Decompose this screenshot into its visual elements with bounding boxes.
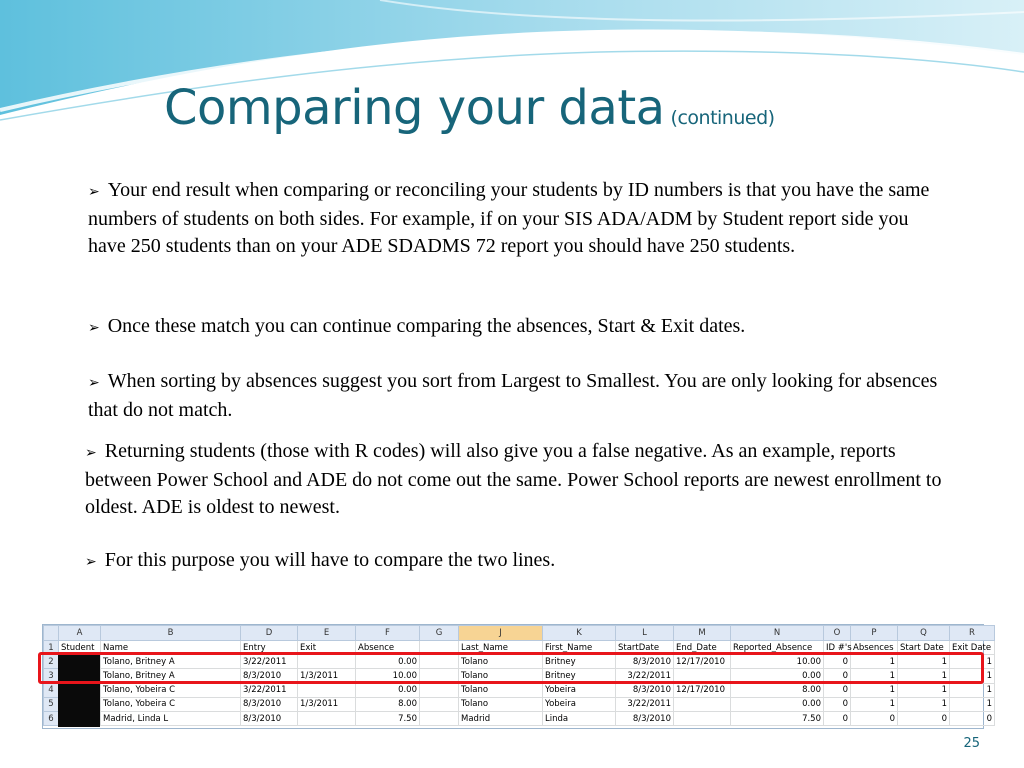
row-number: 4	[44, 683, 59, 697]
table-cell: Tolano, Yobeira C	[101, 683, 241, 697]
table-cell: 0.00	[356, 683, 420, 697]
table-cell	[298, 711, 356, 725]
table-cell: 8/3/2010	[241, 711, 298, 725]
arrow-bullet-icon: ➢	[88, 320, 100, 336]
table-cell: Linda	[543, 711, 616, 725]
slide-title: Comparing your data (continued)	[164, 80, 775, 136]
column-header: M	[674, 626, 731, 641]
table-cell: 7.50	[731, 711, 824, 725]
table-cell: Tolano	[459, 683, 543, 697]
table-cell: Name	[101, 641, 241, 655]
highlight-box	[38, 652, 984, 684]
column-header: L	[616, 626, 674, 641]
table-cell: 1	[851, 683, 898, 697]
table-cell: Tolano, Britney A	[101, 669, 241, 683]
table-cell: Madrid, Linda L	[101, 711, 241, 725]
table-cell: Start Date	[898, 641, 950, 655]
table-cell: 0	[950, 711, 995, 725]
table-cell	[298, 683, 356, 697]
table-cell: 8.00	[731, 683, 824, 697]
table-cell	[420, 697, 459, 711]
table-cell: 8.00	[356, 697, 420, 711]
table-cell: 0	[824, 655, 851, 669]
table-cell: Tolano	[459, 697, 543, 711]
table-cell: 0	[824, 711, 851, 725]
table-cell: 0.00	[731, 669, 824, 683]
column-header	[44, 626, 59, 641]
slide-subtitle: (continued)	[670, 107, 775, 129]
table-cell: 12/17/2010	[674, 683, 731, 697]
table-cell: 12/17/2010	[674, 655, 731, 669]
arrow-bullet-icon: ➢	[85, 445, 97, 461]
table-cell	[420, 683, 459, 697]
arrow-bullet-icon: ➢	[88, 375, 100, 391]
table-cell: 3/22/2011	[241, 683, 298, 697]
table-cell: 8/3/2010	[616, 683, 674, 697]
bullet-1: ➢ Your end result when comparing or reconciling your students by ID numbers is that you have the same numbers of students on both sides. For example, if on your SIS ADA/ADM by Student report side you have 250 students than on your ADE SDADMS 72 report you should have 250 students.	[88, 179, 930, 257]
table-cell: Entry	[241, 641, 298, 655]
table-cell: 7.50	[356, 711, 420, 725]
column-header: F	[356, 626, 420, 641]
table-cell: 3/22/2011	[616, 669, 674, 683]
column-header: G	[420, 626, 459, 641]
table-cell: 1	[851, 669, 898, 683]
table-cell: 0	[898, 711, 950, 725]
column-header: J	[459, 626, 543, 641]
table-cell: Exit Date	[950, 641, 995, 655]
column-header: K	[543, 626, 616, 641]
table-cell: Absence	[356, 641, 420, 655]
table-cell: 1	[950, 669, 995, 683]
table-cell: Tolano	[459, 669, 543, 683]
table-cell	[420, 711, 459, 725]
table-cell: 0.00	[356, 655, 420, 669]
table-cell: 1	[898, 683, 950, 697]
table-cell	[674, 697, 731, 711]
table-cell: Britney	[543, 655, 616, 669]
table-cell: Madrid	[459, 711, 543, 725]
arrow-bullet-icon: ➢	[85, 554, 97, 570]
table-cell: 1	[898, 655, 950, 669]
table-cell: 0	[824, 669, 851, 683]
table-cell	[674, 711, 731, 725]
table-cell: 8/3/2010	[241, 669, 298, 683]
bullet-2: ➢ Once these match you can continue comparing the absences, Start & Exit dates.	[88, 315, 746, 337]
table-cell: First_Name	[543, 641, 616, 655]
table-cell: Yobeira	[543, 683, 616, 697]
row-number: 3	[44, 669, 59, 683]
column-header: O	[824, 626, 851, 641]
table-cell: 0	[851, 711, 898, 725]
table-cell: 1/3/2011	[298, 697, 356, 711]
table-row	[44, 697, 995, 711]
table-cell: Reported_Absence	[731, 641, 824, 655]
bullet-4: ➢ Returning students (those with R codes) will also give you a false negative. As an example, reports between Power School and ADE do not come out the same. Power School reports are newest enrollment to oldest. ADE is oldest to newest.	[85, 440, 942, 518]
table-cell: Absences	[851, 641, 898, 655]
table-cell: 8/3/2010	[616, 711, 674, 725]
row-number: 5	[44, 697, 59, 711]
column-header: B	[101, 626, 241, 641]
table-cell: Exit	[298, 641, 356, 655]
row-number: 1	[44, 641, 59, 655]
table-cell: 1	[851, 697, 898, 711]
page-number: 25	[963, 736, 980, 751]
row-number: 6	[44, 711, 59, 725]
table-cell: 8/3/2010	[616, 655, 674, 669]
table-cell: Britney	[543, 669, 616, 683]
table-cell: 10.00	[356, 669, 420, 683]
column-header: D	[241, 626, 298, 641]
table-cell: 1	[851, 655, 898, 669]
arrow-bullet-icon: ➢	[88, 184, 100, 200]
column-header: P	[851, 626, 898, 641]
table-cell: Last_Name	[459, 641, 543, 655]
table-cell: 3/22/2011	[616, 697, 674, 711]
table-cell: 0.00	[731, 697, 824, 711]
column-header: R	[950, 626, 995, 641]
column-header-row	[44, 626, 995, 641]
table-cell: End_Date	[674, 641, 731, 655]
table-cell: 1	[898, 697, 950, 711]
table-cell: 1	[950, 683, 995, 697]
table-cell: 8/3/2010	[241, 697, 298, 711]
table-cell: 3/22/2011	[241, 655, 298, 669]
column-header: A	[59, 626, 101, 641]
table-cell: 1	[898, 669, 950, 683]
column-header: N	[731, 626, 824, 641]
table-cell: 1/3/2011	[298, 669, 356, 683]
table-cell: Tolano	[459, 655, 543, 669]
bullet-5: ➢ For this purpose you will have to compare the two lines.	[85, 549, 556, 571]
table-cell: 1	[950, 655, 995, 669]
row-number: 2	[44, 655, 59, 669]
table-cell: ID #'s	[824, 641, 851, 655]
table-cell: 10.00	[731, 655, 824, 669]
table-cell: 1	[950, 697, 995, 711]
column-header: Q	[898, 626, 950, 641]
column-header: E	[298, 626, 356, 641]
table-cell: 0	[824, 683, 851, 697]
table-cell: Tolano, Britney A	[101, 655, 241, 669]
table-cell: StartDate	[616, 641, 674, 655]
table-row	[44, 683, 995, 697]
table-cell: Tolano, Yobeira C	[101, 697, 241, 711]
table-row	[44, 711, 995, 725]
bullet-3: ➢ When sorting by absences suggest you sort from Largest to Smallest. You are only looking for absences that do not match.	[88, 370, 938, 421]
table-cell: Yobeira	[543, 697, 616, 711]
table-cell: 0	[824, 697, 851, 711]
table-cell: Student	[59, 641, 101, 655]
